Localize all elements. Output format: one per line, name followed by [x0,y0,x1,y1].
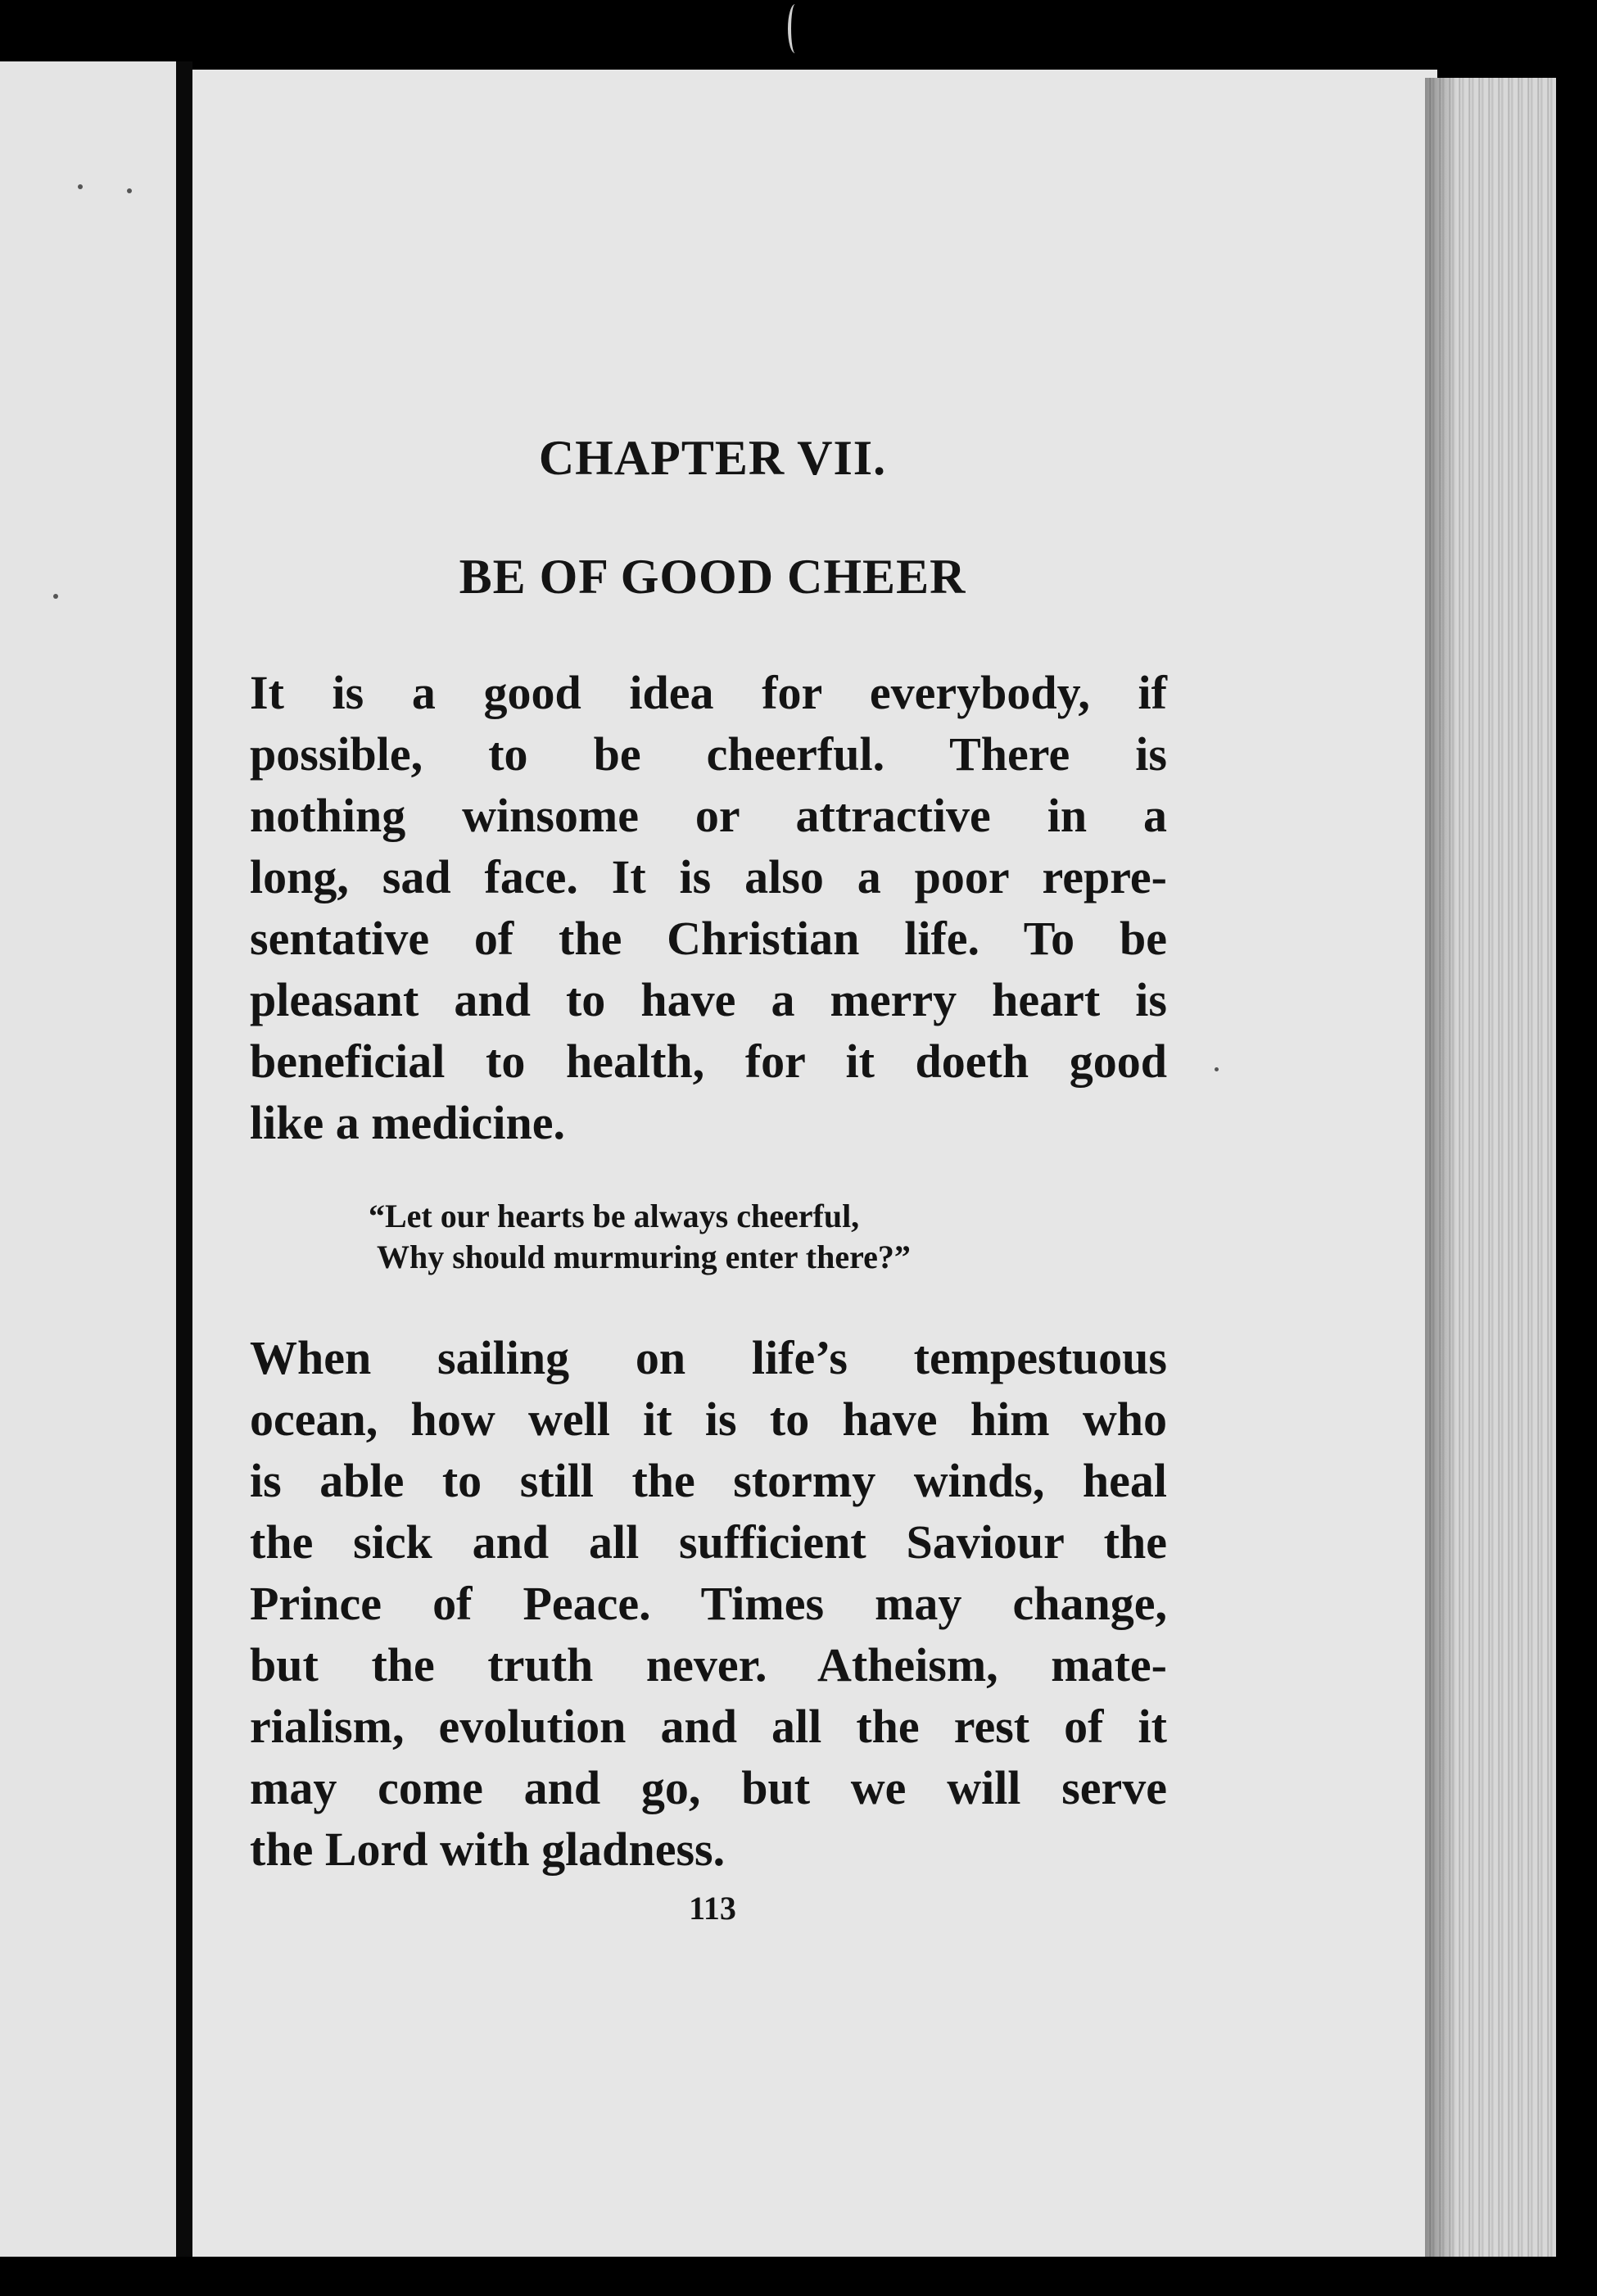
speck [1215,1067,1219,1071]
text-line: may come and go, but we will serve [250,1761,1167,1814]
book-page [192,70,1437,2257]
page-stack-shadow [1425,78,1458,2257]
chapter-number: CHAPTER VII. [538,431,887,485]
text-line: It is a good idea for everybody, if [250,666,1167,719]
text-line: sentative of the Christian life. To be [250,912,1167,965]
text-line: pleasant and to have a merry heart is [250,973,1167,1026]
verse-line: Why should murmuring enter there?” [377,1239,911,1275]
text-line: is able to still the stormy winds, heal [250,1454,1167,1507]
binding-mark [788,4,803,53]
text-line: Prince of Peace. Times may change, [250,1577,1167,1630]
text-line: the Lord with gladness. [250,1823,726,1876]
text-line: nothing winsome or attractive in a [250,789,1167,842]
speck [78,184,83,189]
paragraph-1 [250,662,1167,1153]
text-line: the sick and all sufficient Saviour the [250,1515,1167,1569]
verse-quote [352,1196,1089,1278]
speck [127,188,132,193]
text-line: but the truth never. Atheism, mate- [250,1638,1167,1691]
text-line: possible, to be cheerful. There is [250,727,1167,781]
page-number: 113 [689,1890,736,1927]
paragraph-2 [250,1327,1167,1880]
text-line: long, sad face. It is also a poor repre- [250,850,1167,903]
verse-line: “Let our hearts be always cheerful, [369,1198,860,1234]
book-gutter [176,61,192,2257]
text-line: When sailing on life’s tempestuous [250,1331,1167,1384]
text-line: rialism, evolution and all the rest of it [250,1700,1167,1753]
text-line: beneficial to health, for it doeth good [250,1035,1167,1088]
text-line: like a medicine. [250,1096,566,1149]
speck [53,594,58,599]
text-line: ocean, how well it is to have him who [250,1393,1167,1446]
left-page-edge [0,61,176,2257]
chapter-title: BE OF GOOD CHEER [459,550,966,604]
